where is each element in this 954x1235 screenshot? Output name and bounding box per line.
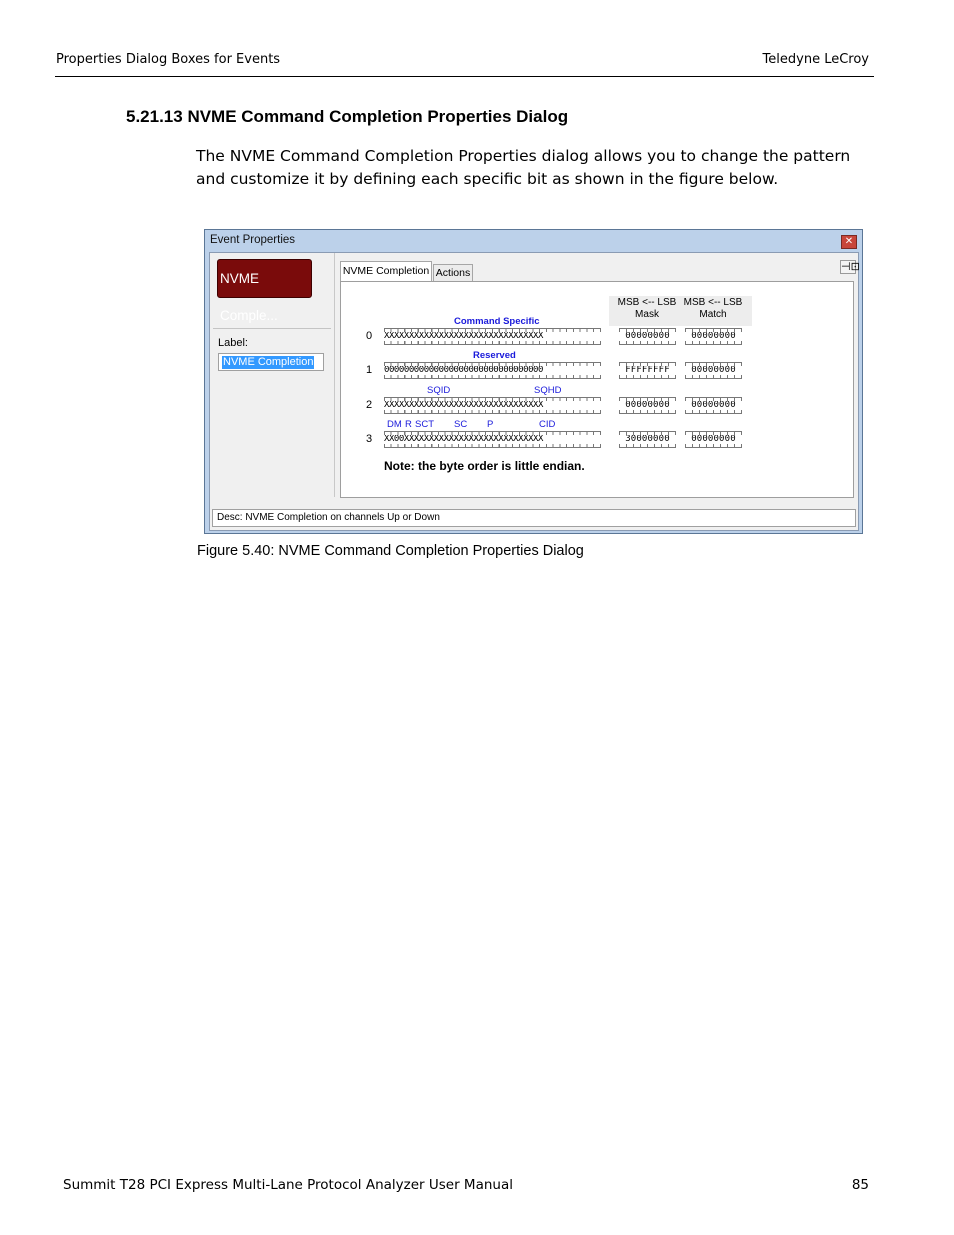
match-field-row-1[interactable]: 00000000 bbox=[685, 362, 742, 379]
match-column-header: MSB <-- LSB Match bbox=[683, 297, 743, 320]
mask-field-row-1[interactable]: FFFFFFFF bbox=[619, 362, 676, 379]
mask-field-row-2[interactable]: 00000000 bbox=[619, 397, 676, 414]
row-number: 0 bbox=[366, 330, 373, 342]
field-command-specific: Command Specific bbox=[454, 316, 540, 327]
left-pane bbox=[210, 253, 335, 497]
row-number: 1 bbox=[366, 364, 373, 376]
body-paragraph: The NVME Command Completion Properties dialog allows you to change the pattern and customize it by defining each specific bit as shown in the figure below. bbox=[196, 147, 851, 188]
tab-nvme-completion[interactable]: NVME Completion bbox=[340, 261, 432, 282]
match-field-row-0[interactable]: 00000000 bbox=[685, 328, 742, 345]
section-title: 5.21.13 NVME Command Completion Properties Dialog bbox=[126, 107, 569, 126]
dialog-title: Event Properties bbox=[210, 234, 296, 246]
event-properties-dialog bbox=[204, 229, 863, 534]
row-number: 3 bbox=[366, 433, 373, 445]
close-icon[interactable]: ✕ bbox=[841, 235, 857, 249]
mask-column-header: MSB <-- LSB Mask bbox=[617, 297, 677, 320]
field-reserved: Reserved bbox=[473, 350, 516, 361]
label-input[interactable] bbox=[218, 353, 324, 371]
bit-pattern-row-3[interactable]: XX00XXXXXXXXXXXXXXXXXXXXXXXXXXXX bbox=[384, 431, 601, 448]
field-dm: DM bbox=[387, 419, 402, 430]
footer-page-number: 85 bbox=[851, 1177, 869, 1193]
bit-pattern-row-0[interactable]: XXXXXXXXXXXXXXXXXXXXXXXXXXXXXXXX bbox=[384, 328, 601, 345]
field-p: P bbox=[487, 419, 494, 430]
figure-caption: Figure 5.40: NVME Command Completion Properties Dialog bbox=[197, 543, 584, 559]
field-sc: SC bbox=[454, 419, 468, 430]
description-bar: Desc: NVME Completion on channels Up or Down bbox=[212, 509, 856, 527]
label-input-value: NVME Completion bbox=[223, 356, 314, 368]
bit-pattern-row-1[interactable]: 00000000000000000000000000000000 bbox=[384, 362, 601, 379]
header-right: Teledyne LeCroy bbox=[762, 52, 869, 67]
tab-actions[interactable]: Actions bbox=[433, 264, 473, 282]
match-field-row-2[interactable]: 00000000 bbox=[685, 397, 742, 414]
column-header-box bbox=[609, 296, 752, 326]
field-sct: SCT bbox=[415, 419, 434, 430]
left-pane-divider bbox=[213, 328, 331, 329]
pin-icon[interactable]: ⊣⊡ bbox=[841, 261, 860, 273]
match-field-row-3[interactable]: 00000000 bbox=[685, 431, 742, 448]
mask-field-row-3[interactable]: 30000000 bbox=[619, 431, 676, 448]
field-sqid: SQID bbox=[427, 385, 451, 396]
byte-order-note: Note: the byte order is little endian. bbox=[384, 459, 585, 473]
field-cid: CID bbox=[539, 419, 556, 430]
row-number: 2 bbox=[366, 399, 373, 411]
label-caption: Label: bbox=[218, 337, 248, 349]
field-r: R bbox=[405, 419, 412, 430]
bit-pattern-row-2[interactable]: XXXXXXXXXXXXXXXXXXXXXXXXXXXXXXXX bbox=[384, 397, 601, 414]
footer-left: Summit T28 PCI Express Multi-Lane Protocol Analyzer User Manual bbox=[63, 1177, 513, 1193]
field-sqhd: SQHD bbox=[534, 385, 562, 396]
mask-field-row-0[interactable]: 00000000 bbox=[619, 328, 676, 345]
event-button[interactable]: NVME Comple... bbox=[217, 259, 312, 298]
tab-panel bbox=[340, 281, 854, 498]
dialog-client-area bbox=[209, 252, 859, 531]
header-left: Properties Dialog Boxes for Events bbox=[56, 52, 281, 67]
header-rule bbox=[55, 76, 874, 77]
